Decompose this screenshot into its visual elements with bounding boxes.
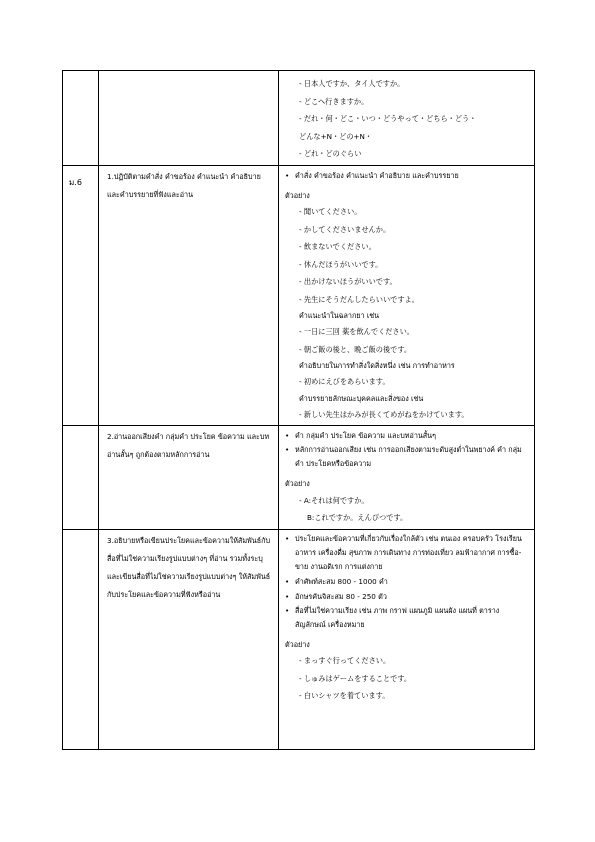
- example-line: - どこへ行きますか。: [299, 96, 369, 106]
- bullet-item: • คำ กลุ่มคำ ประโยค ข้อความ และบทอ่านสั้นๆ: [285, 428, 530, 443]
- indicator-text: 2.อ่านออกเสียงคำ กลุ่มคำ ประโยค ข้อความ และบทอ่านสั้นๆ ถูกต้องตามหลักการอ่าน: [107, 432, 270, 459]
- example-line: - 日本人ですか、タイ人ですか。: [299, 79, 405, 88]
- indicator-cell: [99, 529, 279, 749]
- example-line: - しゅみはゲームをすることです。: [299, 673, 412, 683]
- example-line: - A:それは何ですか。: [299, 495, 369, 505]
- example-label: ตัวอย่าง: [285, 190, 310, 200]
- level-cell: [63, 426, 99, 530]
- bullet-item: • ประโยคและข้อความที่เกี่ยวกับเรื่องใกล้ตัว เช่น ตนเอง ครอบครัว โรงเรียน อาหาร เครื่องดื่ม สุขภาพ การเดินทาง การท่องเที่ยว ลมฟ้าอากาศ การซื้อ-ขาย งานอดิเรก การแต่งกาย: [285, 532, 530, 574]
- table-row: [63, 165, 535, 426]
- example-line: - 白いシャツを着ています。: [299, 691, 390, 700]
- curriculum-table: [62, 70, 535, 750]
- example-line: - だれ・何・どこ・いつ・どうやって・どちら・どう・: [299, 114, 477, 123]
- example-line: - 新しい先生はかみが長くてめがねをかけています。: [299, 409, 469, 419]
- level-cell: [63, 71, 99, 166]
- example-label: ตัวอย่าง: [285, 639, 310, 649]
- bullet-item: • คำสั่ง คำขอร้อง คำแนะนำ คำอธิบาย และคำบรรยาย: [285, 168, 530, 183]
- example-line: - 先生にそうだんしたらいいですよ。: [299, 294, 419, 304]
- example-line: - 朝ご飯の後と、晩ご飯の後です。: [299, 344, 412, 354]
- bullet-item: • อักษรคันจิสะสม 80 - 250 ตัว: [285, 589, 530, 604]
- content-cell: [279, 71, 535, 166]
- table-row: [63, 71, 535, 166]
- level-cell: [63, 529, 99, 749]
- indicator-cell: [99, 426, 279, 530]
- example-line: - どれ・どのぐらい: [299, 149, 362, 158]
- bullet-item: • คำศัพท์สะสม 800 - 1000 คำ: [285, 574, 530, 589]
- content-cell: [279, 529, 535, 749]
- sub-label: คำอธิบายในการทำสิ่งใดสิ่งหนึ่ง เช่น การทำอาหาร: [299, 361, 455, 370]
- content-cell: [279, 426, 535, 530]
- indicator-cell: [99, 71, 279, 166]
- sub-label: คำแนะนำในฉลากยา เช่น: [299, 311, 380, 320]
- indicator-text: 1.ปฏิบัติตามคำสั่ง คำขอร้อง คำแนะนำ คำอธิบาย และคำบรรยายที่ฟังและอ่าน: [107, 171, 261, 199]
- indicator-cell: [99, 165, 279, 426]
- example-line: - 飲まないでください。: [299, 242, 376, 251]
- level-cell: [63, 165, 99, 426]
- example-line: - 出かけないほうがいいです。: [299, 277, 397, 286]
- example-line: - かしてくださいませんか。: [299, 224, 391, 234]
- indicator-text: 3.อธิบายหรือเขียนประโยคและข้อความให้สัมพันธ์กับสื่อที่ไม่ใช่ความเรียงรูปแบบต่างๆ ที่อ่าน รวมทั้งระบุและเขียนสื่อที่ไม่ใช่ความเรียงรูปแบบต่างๆ ให้สัมพันธ์กับประโยคและข้อความที่ฟังหรืออ่าน: [107, 535, 271, 599]
- level-label: ม.6: [69, 177, 82, 187]
- example-line: どんな+N・どの+N・: [299, 131, 373, 141]
- table-row: [63, 426, 535, 530]
- example-line: - 聞いてください。: [299, 207, 362, 216]
- bullet-item: • หลักการอ่านออกเสียง เช่น การออกเสียงตามระดับสูงต่ำในพยางค์ คำ กลุ่มคำ ประโยคหรือข้อความ: [285, 443, 530, 471]
- table-row: [63, 529, 535, 749]
- sub-label: คำบรรยายลักษณะบุคคลและสิ่งของ เช่น: [299, 393, 424, 403]
- example-line: B:これですか。えんぴつです。: [307, 513, 408, 522]
- content-cell: [279, 165, 535, 426]
- example-line: - まっすぐ行ってください。: [299, 656, 391, 665]
- example-line: - 休んだほうがいいです。: [299, 259, 383, 269]
- example-line: - 初めにえびをあらいます。: [299, 377, 390, 386]
- bullet-item: • สื่อที่ไม่ใช่ความเรียง เช่น ภาพ กราฟ แผนภูมิ แผนผัง แผนที่ ตาราง สัญลักษณ์ เครื่องหมาย: [285, 604, 530, 632]
- example-label: ตัวอย่าง: [285, 479, 310, 488]
- example-line: - 一日に三回 薬を飲んでください。: [299, 327, 414, 336]
